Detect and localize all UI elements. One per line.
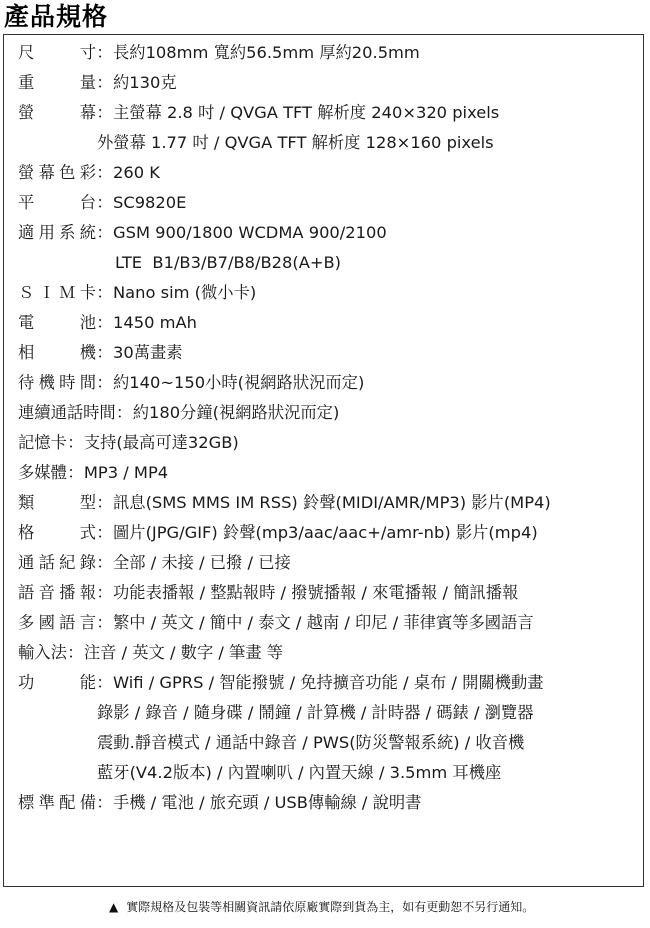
spec-value: 支持(最高可達32GB) (83, 433, 239, 452)
spec-value: 主螢幕 2.8 吋 / QVGA TFT 解析度 240×320 pixels (113, 103, 500, 122)
spec-colon: ： (96, 613, 113, 632)
spec-colon: ： (96, 223, 113, 242)
spec-row-weight (18, 68, 646, 98)
spec-row-screen (18, 98, 646, 128)
spec-row-types (18, 488, 646, 518)
spec-label: 螢幕色彩 (18, 163, 96, 182)
spec-label: ＳＩＭ卡 (18, 283, 96, 302)
spec-value: 約140~150小時(視網路狀況而定) (113, 373, 365, 392)
spec-value: 30萬畫素 (113, 343, 183, 362)
spec-colon: ： (96, 103, 113, 122)
spec-label: 電 池 (18, 313, 96, 332)
spec-row-memory (18, 428, 646, 458)
spec-colon: ： (96, 553, 113, 572)
spec-colon: ： (116, 403, 133, 422)
spec-label: 待機時間 (18, 373, 96, 392)
spec-value: 注音 / 英文 / 數字 / 筆畫 等 (83, 643, 284, 662)
spec-value: SC9820E (113, 193, 187, 212)
spec-value: 功能表播報 / 整點報時 / 撥號播報 / 來電播報 / 簡訊播報 (113, 583, 519, 602)
spec-row-talk (18, 398, 646, 428)
spec-value: 繁中 / 英文 / 簡中 / 泰文 / 越南 / 印尼 / 菲律賓等多國語言 (113, 613, 534, 632)
spec-row-system (18, 218, 646, 248)
spec-label: 通話紀錄 (18, 553, 96, 572)
spec-colon: ： (96, 673, 113, 692)
spec-label: 多國語言 (18, 613, 96, 632)
spec-label: 格 式 (18, 523, 96, 542)
spec-value: 藍牙(V4.2版本) / 內置喇叭 / 內置天線 / 3.5mm 耳機座 (97, 763, 502, 782)
spec-colon: ： (96, 193, 113, 212)
spec-row-input (18, 638, 646, 668)
spec-colon: ： (96, 523, 113, 542)
spec-colon: ： (96, 373, 113, 392)
spec-label: 輸入法 (18, 643, 67, 662)
spec-row-sim (18, 278, 646, 308)
spec-value: 全部 / 未接 / 已撥 / 已接 (113, 553, 291, 572)
spec-row-formats (18, 518, 646, 548)
spec-colon: ： (96, 343, 113, 362)
spec-value: 外螢幕 1.77 吋 / QVGA TFT 解析度 128×160 pixels (97, 133, 494, 152)
spec-row-system-cont (18, 248, 646, 278)
spec-label: 多媒體 (18, 463, 67, 482)
spec-colon: ： (96, 163, 113, 182)
spec-row-features-cont (18, 728, 646, 758)
spec-label: 連續通話時間 (18, 403, 116, 422)
spec-colon: ： (96, 793, 113, 812)
spec-row-calllog (18, 548, 646, 578)
spec-label: 重 量 (18, 73, 96, 92)
spec-label: 記憶卡 (18, 433, 67, 452)
spec-colon: ： (96, 583, 113, 602)
spec-label: 功 能 (18, 673, 96, 692)
spec-colon: ： (67, 643, 84, 662)
spec-colon: ： (96, 493, 113, 512)
spec-row-package (18, 788, 646, 818)
spec-row-features (18, 668, 646, 698)
spec-label: 螢 幕 (18, 103, 96, 122)
spec-label: 平 台 (18, 193, 96, 212)
spec-label: 標準配備 (18, 793, 96, 812)
spec-value: 260 K (113, 163, 160, 182)
spec-label: 語音播報 (18, 583, 96, 602)
spec-value: Wifi / GPRS / 智能撥號 / 免持擴音功能 / 桌布 / 開關機動畫 (113, 673, 544, 692)
spec-colon: ： (96, 73, 113, 92)
spec-colon: ： (96, 313, 113, 332)
spec-label: 類 型 (18, 493, 96, 512)
spec-value: Nano sim (微小卡) (113, 283, 257, 302)
spec-value: 圖片(JPG/GIF) 鈴聲(mp3/aac/aac+/amr-nb) 影片(mp4) (113, 523, 538, 542)
disclaimer-note (109, 898, 534, 916)
spec-row-battery (18, 308, 646, 338)
spec-label: 相 機 (18, 343, 96, 362)
spec-value: MP3 / MP4 (83, 463, 169, 482)
spec-value: GSM 900/1800 WCDMA 900/2100 (113, 223, 387, 242)
spec-value: 訊息(SMS MMS IM RSS) 鈴聲(MIDI/AMR/MP3) 影片(MP4) (113, 493, 551, 512)
spec-value: 長約108mm 寬約56.5mm 厚約20.5mm (113, 43, 420, 62)
spec-value: 手機 / 電池 / 旅充頭 / USB傳輸線 / 說明書 (113, 793, 422, 812)
spec-value: 約130克 (113, 73, 177, 92)
spec-colon: ： (67, 433, 84, 452)
spec-value: 約180分鐘(視網路狀況而定) (132, 403, 340, 422)
spec-row-standby (18, 368, 646, 398)
spec-row-camera (18, 338, 646, 368)
spec-value: 1450 mAh (113, 313, 197, 332)
spec-row-size (18, 38, 646, 68)
spec-row-screen-cont (18, 128, 646, 158)
spec-colon: ： (67, 463, 84, 482)
spec-row-voice (18, 578, 646, 608)
spec-colon: ： (96, 43, 113, 62)
spec-row-colors (18, 158, 646, 188)
spec-label: 尺 寸 (18, 43, 96, 62)
spec-row-languages (18, 608, 646, 638)
disclaimer-text: 實際規格及包裝等相關資訊請依原廠實際到貨為主，如有更動恕不另行通知。 (126, 900, 535, 914)
spec-value: LTE B1/B3/B7/B8/B28(A+B) (115, 253, 342, 272)
spec-colon: ： (96, 283, 113, 302)
spec-value: 震動.靜音模式 / 通話中錄音 / PWS(防災警報系統) / 收音機 (97, 733, 525, 752)
page-title: 產品規格 (4, 2, 109, 31)
spec-value: 錄影 / 錄音 / 隨身碟 / 鬧鐘 / 計算機 / 計時器 / 碼錶 / 瀏覽器 (97, 703, 534, 722)
triangle-icon: ▲ (109, 900, 119, 914)
spec-label: 適用系統 (18, 223, 96, 242)
spec-row-features-cont (18, 758, 646, 788)
spec-row-media (18, 458, 646, 488)
spec-row-features-cont (18, 698, 646, 728)
spec-row-platform (18, 188, 646, 218)
